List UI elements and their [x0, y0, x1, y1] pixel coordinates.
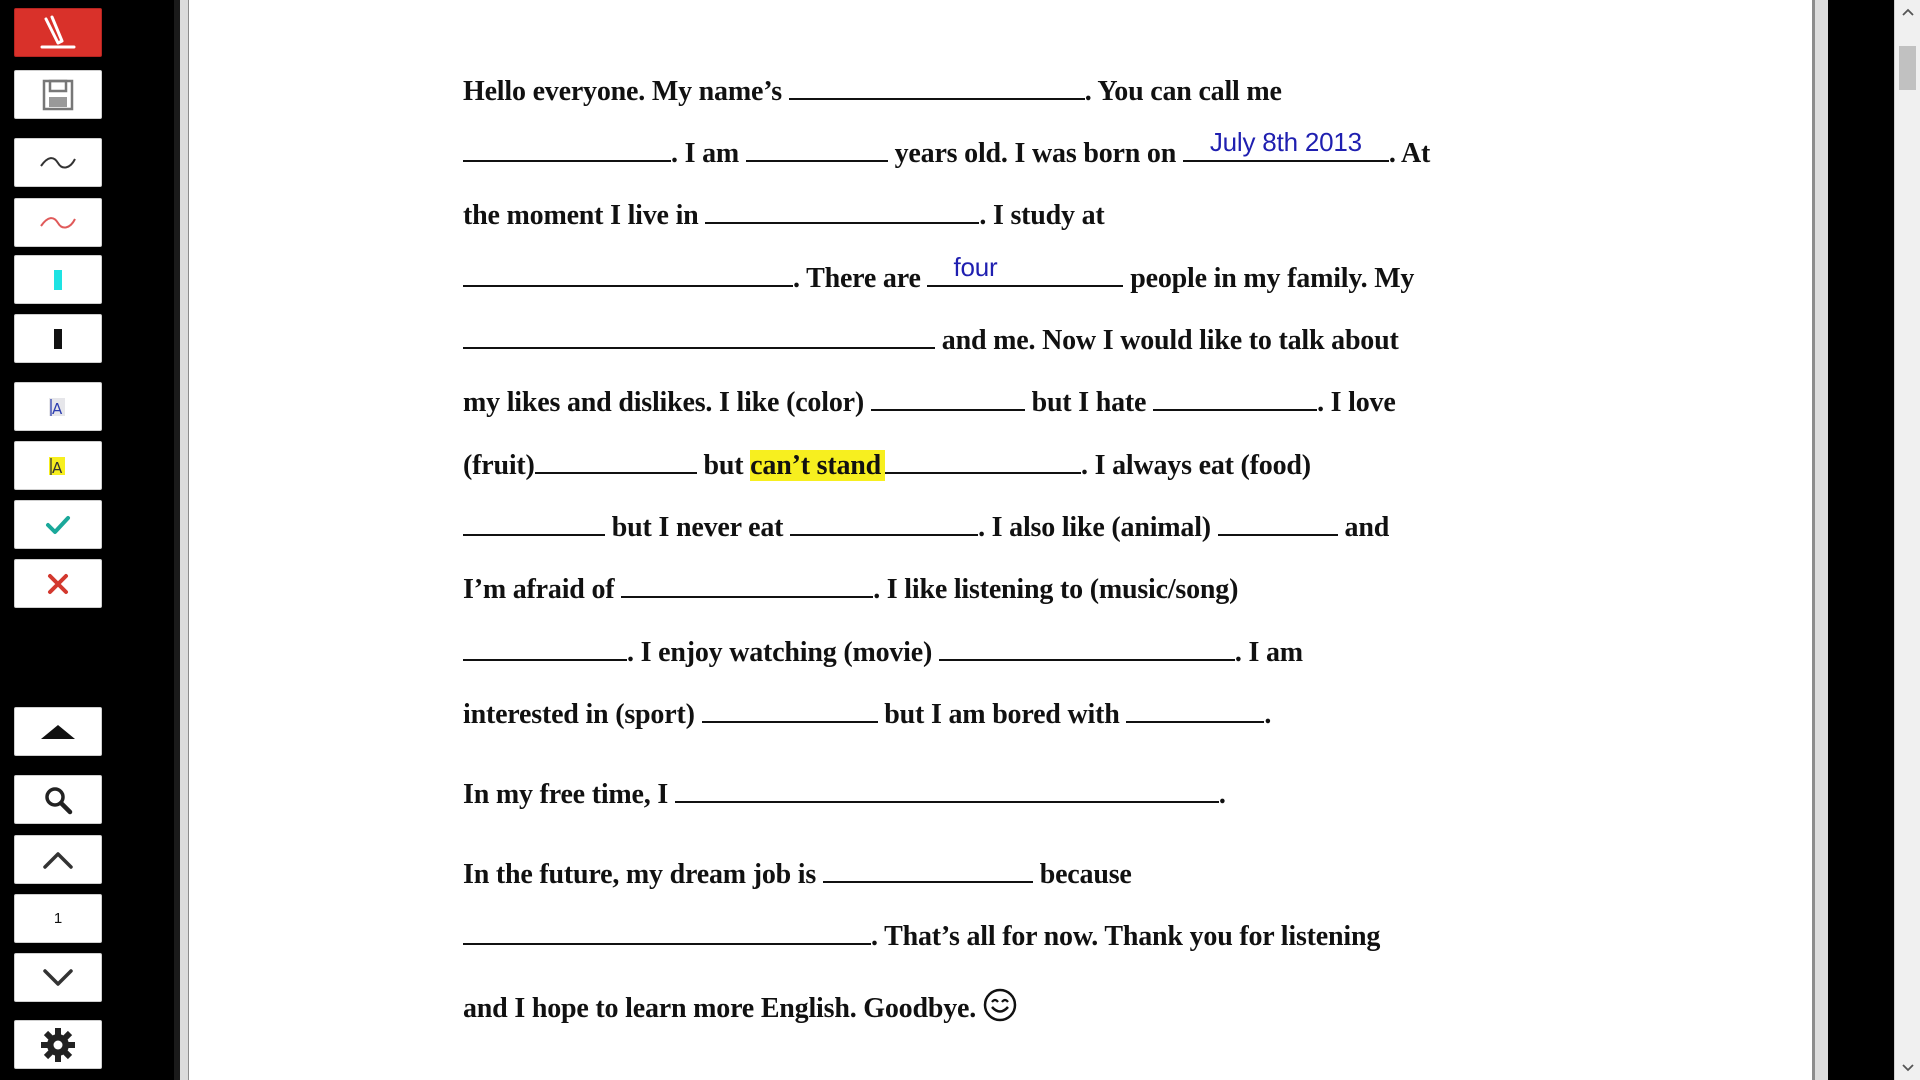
search-icon[interactable]	[14, 775, 102, 824]
birthdate-blank[interactable]	[1183, 127, 1389, 162]
svg-text:A: A	[52, 399, 63, 418]
family-members-blank[interactable]	[463, 343, 935, 349]
pen-red-icon[interactable]	[14, 198, 102, 247]
movie-blank[interactable]	[939, 655, 1235, 661]
text-line-9: I’m afraid of . I like listening to (music/song)	[463, 574, 1239, 605]
highlighter-cyan-icon[interactable]	[14, 255, 102, 304]
text-line-10: . I enjoy watching (movie) . I am	[463, 637, 1303, 669]
page-number: 1	[53, 910, 63, 927]
eject-triangle-icon[interactable]	[14, 707, 102, 756]
school-blank[interactable]	[463, 281, 793, 287]
text-line-14: . That’s all for now. Thank you for listening	[463, 921, 1380, 953]
city-blank[interactable]	[705, 218, 979, 224]
dream-job-blank[interactable]	[823, 877, 1033, 883]
fruit-hate-blank[interactable]	[885, 468, 1081, 474]
page-down-chevron-icon[interactable]	[14, 953, 102, 1002]
scroll-thumb[interactable]	[1899, 46, 1916, 90]
smiley-face-icon	[982, 987, 1018, 1031]
save-icon[interactable]	[14, 70, 102, 119]
afraid-of-blank[interactable]	[621, 592, 873, 598]
text-line-6: my likes and dislikes. I like (color) but I hate . I love	[463, 387, 1396, 418]
text-line-4: . There are four people in my family. My	[463, 263, 1414, 295]
pen-black-icon[interactable]	[14, 138, 102, 187]
text-highlight-tool-icon[interactable]	[14, 441, 102, 490]
scroll-up-arrow-icon[interactable]	[1895, 2, 1920, 22]
color-like-blank[interactable]	[871, 405, 1025, 411]
text-line-15: and I hope to learn more English. Goodbye.	[463, 987, 1018, 1031]
svg-text:A: A	[52, 458, 63, 477]
text-line-5: and me. Now I would like to talk about	[463, 325, 1399, 357]
text-line-13: In the future, my dream job is because	[463, 859, 1132, 890]
age-blank[interactable]	[746, 156, 888, 162]
cross-mark-icon[interactable]	[14, 559, 102, 608]
scroll-down-arrow-icon[interactable]	[1895, 1058, 1920, 1078]
highlighter-black-icon[interactable]	[14, 314, 102, 363]
food-eat-blank[interactable]	[463, 530, 605, 536]
text-line-1: Hello everyone. My name’s . You can call me	[463, 76, 1282, 107]
birthdate-answer: July 8th 2013	[1209, 127, 1362, 157]
text-line-3: the moment I live in . I study at	[463, 200, 1105, 231]
viewer-margin	[1828, 0, 1894, 1080]
food-never-blank[interactable]	[790, 530, 978, 536]
fruit-love-blank[interactable]	[535, 468, 697, 474]
vertical-scrollbar[interactable]	[1894, 0, 1920, 1080]
text-tool-icon[interactable]	[14, 382, 102, 431]
sport-like-blank[interactable]	[702, 717, 878, 723]
color-hate-blank[interactable]	[1153, 405, 1317, 411]
nickname-blank[interactable]	[463, 156, 671, 162]
family-count-blank[interactable]	[927, 252, 1123, 287]
check-mark-icon[interactable]	[14, 500, 102, 549]
annotation-toolbar	[0, 0, 174, 1080]
sport-bored-blank[interactable]	[1126, 717, 1264, 723]
family-count-answer: four	[953, 252, 998, 282]
free-time-blank[interactable]	[675, 797, 1219, 803]
page-up-chevron-icon[interactable]	[14, 835, 102, 884]
settings-gear-icon[interactable]	[14, 1020, 102, 1069]
text-line-8: but I never eat . I also like (animal) and	[463, 512, 1389, 544]
pen-logo-icon[interactable]	[14, 8, 102, 57]
text-line-11: interested in (sport) but I am bored with .	[463, 699, 1272, 730]
reason-blank[interactable]	[463, 939, 871, 945]
text-line-7: (fruit) but can’t stand . I always eat (food)	[463, 450, 1311, 481]
animal-like-blank[interactable]	[1218, 530, 1338, 536]
page-number-display	[14, 894, 102, 943]
text-line-12: In my free time, I .	[463, 779, 1226, 810]
name-blank[interactable]	[789, 94, 1085, 100]
text-line-2: . I am years old. I was born on July 8th 2013 . At	[463, 138, 1430, 170]
highlighted-text: can’t stand	[750, 450, 885, 481]
music-blank[interactable]	[463, 655, 627, 661]
